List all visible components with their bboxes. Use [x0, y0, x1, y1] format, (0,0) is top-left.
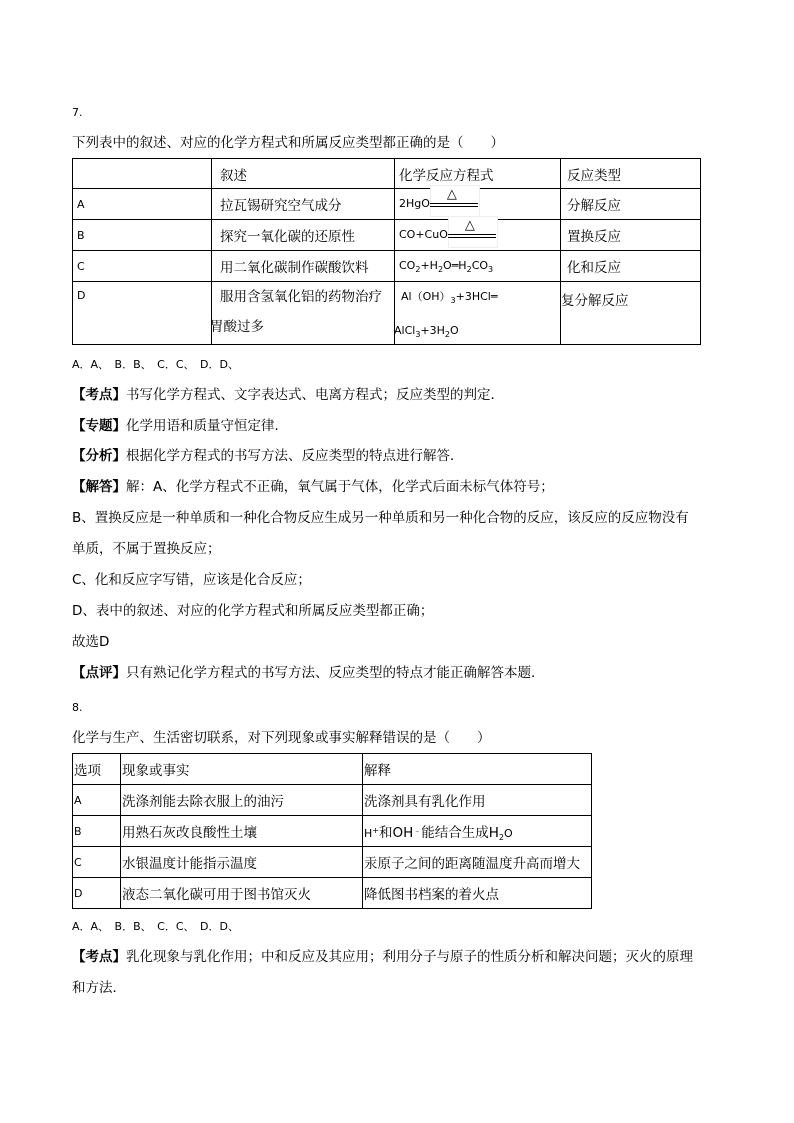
eq-part: CO — [399, 258, 416, 272]
q7-jieda-text-1: 解：A、化学方程式不正确，氧气属于气体，化学式后面未标气体符号； — [126, 479, 554, 495]
explain-part: O — [504, 826, 513, 840]
q7-row-d-type: 复分解反应 — [561, 282, 701, 345]
q7-row-a-condition: △ — [446, 187, 457, 202]
table-row — [73, 785, 592, 816]
q7-header-equation: 化学反应方程式 — [395, 159, 561, 189]
eq-part: AlCl — [394, 324, 416, 337]
explain-part: H — [364, 826, 373, 840]
q8-row-b-fact: 用熟石灰改良酸性土壤 — [121, 816, 363, 847]
table-row — [73, 847, 592, 878]
q7-fenxi — [72, 447, 464, 465]
q8-kaodian-text-1: 乳化现象与乳化作用；中和反应及其应用；利用分子与原子的性质分析和解决问题；灭火的原理 — [126, 949, 693, 965]
explain-sub: 2 — [498, 832, 505, 842]
q7-fenxi-label: 【分析】 — [72, 448, 126, 464]
q7-row-c-desc: 用二氧化碳制作碳酸饮料 — [212, 251, 395, 282]
q7-row-b-condition: △ — [464, 218, 475, 233]
eq-part: +3H — [420, 324, 445, 337]
q7-fenxi-text: 根据化学方程式的书写方法、反应类型的特点进行解答． — [126, 448, 464, 464]
q7-dianping — [72, 664, 545, 682]
q7-jieda-text-3: 单质，不属于置换反应； — [72, 541, 221, 557]
q8-row-d-option: D — [73, 878, 121, 909]
q7-jieda — [72, 478, 554, 496]
eq-part: CO — [471, 258, 489, 272]
q8-header-fact: 现象或事实 — [121, 754, 363, 785]
q7-row-d-eq-line1 — [395, 288, 560, 310]
eq-sub: 2 — [415, 264, 421, 274]
eq-part: O — [450, 324, 459, 337]
q7-row-b-option: B — [73, 220, 212, 251]
q8-row-c-explain: 汞原子之间的距离随温度升高而增大 — [363, 847, 592, 878]
q7-row-b-eq-left: CO+CuO — [399, 228, 448, 241]
q7-row-c-option: C — [73, 251, 212, 282]
q8-row-a-fact: 洗涤剂能去除衣服上的油污 — [121, 785, 363, 816]
q8-choices: A．A、 B．B、 C．C、 D．D、 — [72, 920, 239, 933]
q7-number: 7. — [72, 106, 83, 119]
q8-header-option: 选项 — [73, 754, 121, 785]
heat-condition-icon — [430, 187, 478, 211]
table-row — [73, 816, 592, 847]
q7-zhuanti — [72, 417, 288, 435]
q8-table — [72, 753, 592, 909]
q7-stem: 下列表中的叙述、对应的化学方程式和所属反应类型都正确的是（ ） — [72, 135, 504, 151]
q8-row-c-fact: 水银温度计能指示温度 — [121, 847, 363, 878]
table-row — [73, 220, 701, 251]
q7-dianping-label: 【点评】 — [72, 665, 126, 681]
table-row — [73, 878, 592, 909]
q7-row-a-type: 分解反应 — [561, 189, 701, 220]
q7-kaodian — [72, 386, 504, 404]
eq-sub: 2 — [437, 264, 444, 274]
q8-row-d-explain: 降低图书档案的着火点 — [363, 878, 592, 909]
heat-condition-icon — [448, 218, 496, 242]
q7-row-d-option: D — [73, 282, 212, 345]
table-row — [73, 189, 701, 220]
q8-row-b-option: B — [73, 816, 121, 847]
eq-sub: 2 — [444, 330, 451, 339]
q7-row-b-desc: 探究一氧化碳的还原性 — [212, 220, 395, 251]
eq-part: Al（OH） — [401, 290, 451, 303]
eq-part: +H — [420, 258, 438, 272]
q7-jieda-text-6: 故选D — [72, 634, 110, 650]
table-row — [73, 282, 701, 345]
q7-zhuanti-text: 化学用语和质量守恒定律． — [126, 418, 288, 434]
eq-part: O═H — [443, 258, 467, 272]
q7-row-b-equation — [395, 220, 561, 251]
q7-header-type: 反应类型 — [561, 159, 701, 189]
q7-row-d-desc-line2: 胃酸过多 — [210, 319, 264, 335]
q7-choices: A．A、 B．B、 C．C、 D．D、 — [72, 358, 239, 371]
eq-part: +3HCl═ — [455, 290, 498, 303]
q7-row-d-eq-line2 — [394, 322, 560, 344]
q8-kaodian-text-2: 和方法． — [72, 980, 126, 996]
q7-kaodian-label: 【考点】 — [72, 387, 126, 403]
q8-kaodian-label: 【考点】 — [72, 949, 126, 965]
q7-row-c-equation — [395, 251, 561, 282]
q8-row-d-fact: 液态二氧化碳可用于图书馆灭火 — [121, 878, 363, 909]
q7-row-d-desc — [212, 282, 395, 345]
q8-row-c-option: C — [73, 847, 121, 878]
q7-kaodian-text: 书写化学方程式、文字表达式、电离方程式；反应类型的判定． — [126, 387, 504, 403]
explain-part: 能结合生成H — [421, 824, 499, 841]
q7-jieda-label: 【解答】 — [72, 479, 126, 495]
eq-sub: 3 — [415, 330, 421, 339]
q7-header-option — [73, 159, 212, 189]
q7-row-c-type: 化和反应 — [561, 251, 701, 282]
q8-header-explain: 解释 — [363, 754, 592, 785]
explain-sup: + — [372, 825, 379, 835]
q7-row-d-desc-line1: 服用含氢氧化铝的药物治疗 — [220, 289, 382, 305]
q8-stem: 化学与生产、生活密切联系，对下列现象或事实解释错误的是（ ） — [72, 730, 491, 746]
q8-row-a-explain: 洗涤剂具有乳化作用 — [363, 785, 592, 816]
q7-row-a-equation — [395, 189, 561, 220]
q8-row-b-explain — [363, 816, 592, 847]
q7-jieda-text-5: D、表中的叙述、对应的化学方程式和所属反应类型都正确； — [72, 603, 434, 619]
eq-sub: 3 — [450, 296, 456, 305]
q7-jieda-text-4: C、化和反应字写错，应该是化合反应； — [72, 572, 311, 588]
explain-part: 和OH — [378, 824, 414, 841]
q8-row-a-option: A — [73, 785, 121, 816]
q7-table-header — [73, 159, 701, 189]
q7-row-a-option: A — [73, 189, 212, 220]
q8-number: 8. — [72, 701, 83, 714]
q7-row-b-type: 置换反应 — [561, 220, 701, 251]
q7-table — [72, 158, 701, 345]
eq-sub: 2 — [466, 264, 472, 274]
q7-row-d-equation — [395, 282, 561, 345]
table-row — [73, 251, 701, 282]
q7-zhuanti-label: 【专题】 — [72, 418, 126, 434]
q7-row-a-desc: 拉瓦锡研究空气成分 — [212, 189, 395, 220]
q7-dianping-text: 只有熟记化学方程式的书写方法、反应类型的特点才能正确解答本题． — [126, 665, 545, 681]
q7-row-a-eq-left: 2HgO — [399, 197, 430, 210]
q8-kaodian — [72, 948, 693, 966]
eq-sub: 3 — [488, 264, 494, 274]
q7-jieda-text-2: B、置换反应是一种单质和一种化合物反应生成另一种单质和另一种化合物的反应，该反应的反应物没有 — [72, 510, 689, 526]
q8-table-header — [73, 754, 592, 785]
q7-header-desc: 叙述 — [212, 159, 395, 189]
explain-sup: ﹣ — [413, 825, 422, 835]
